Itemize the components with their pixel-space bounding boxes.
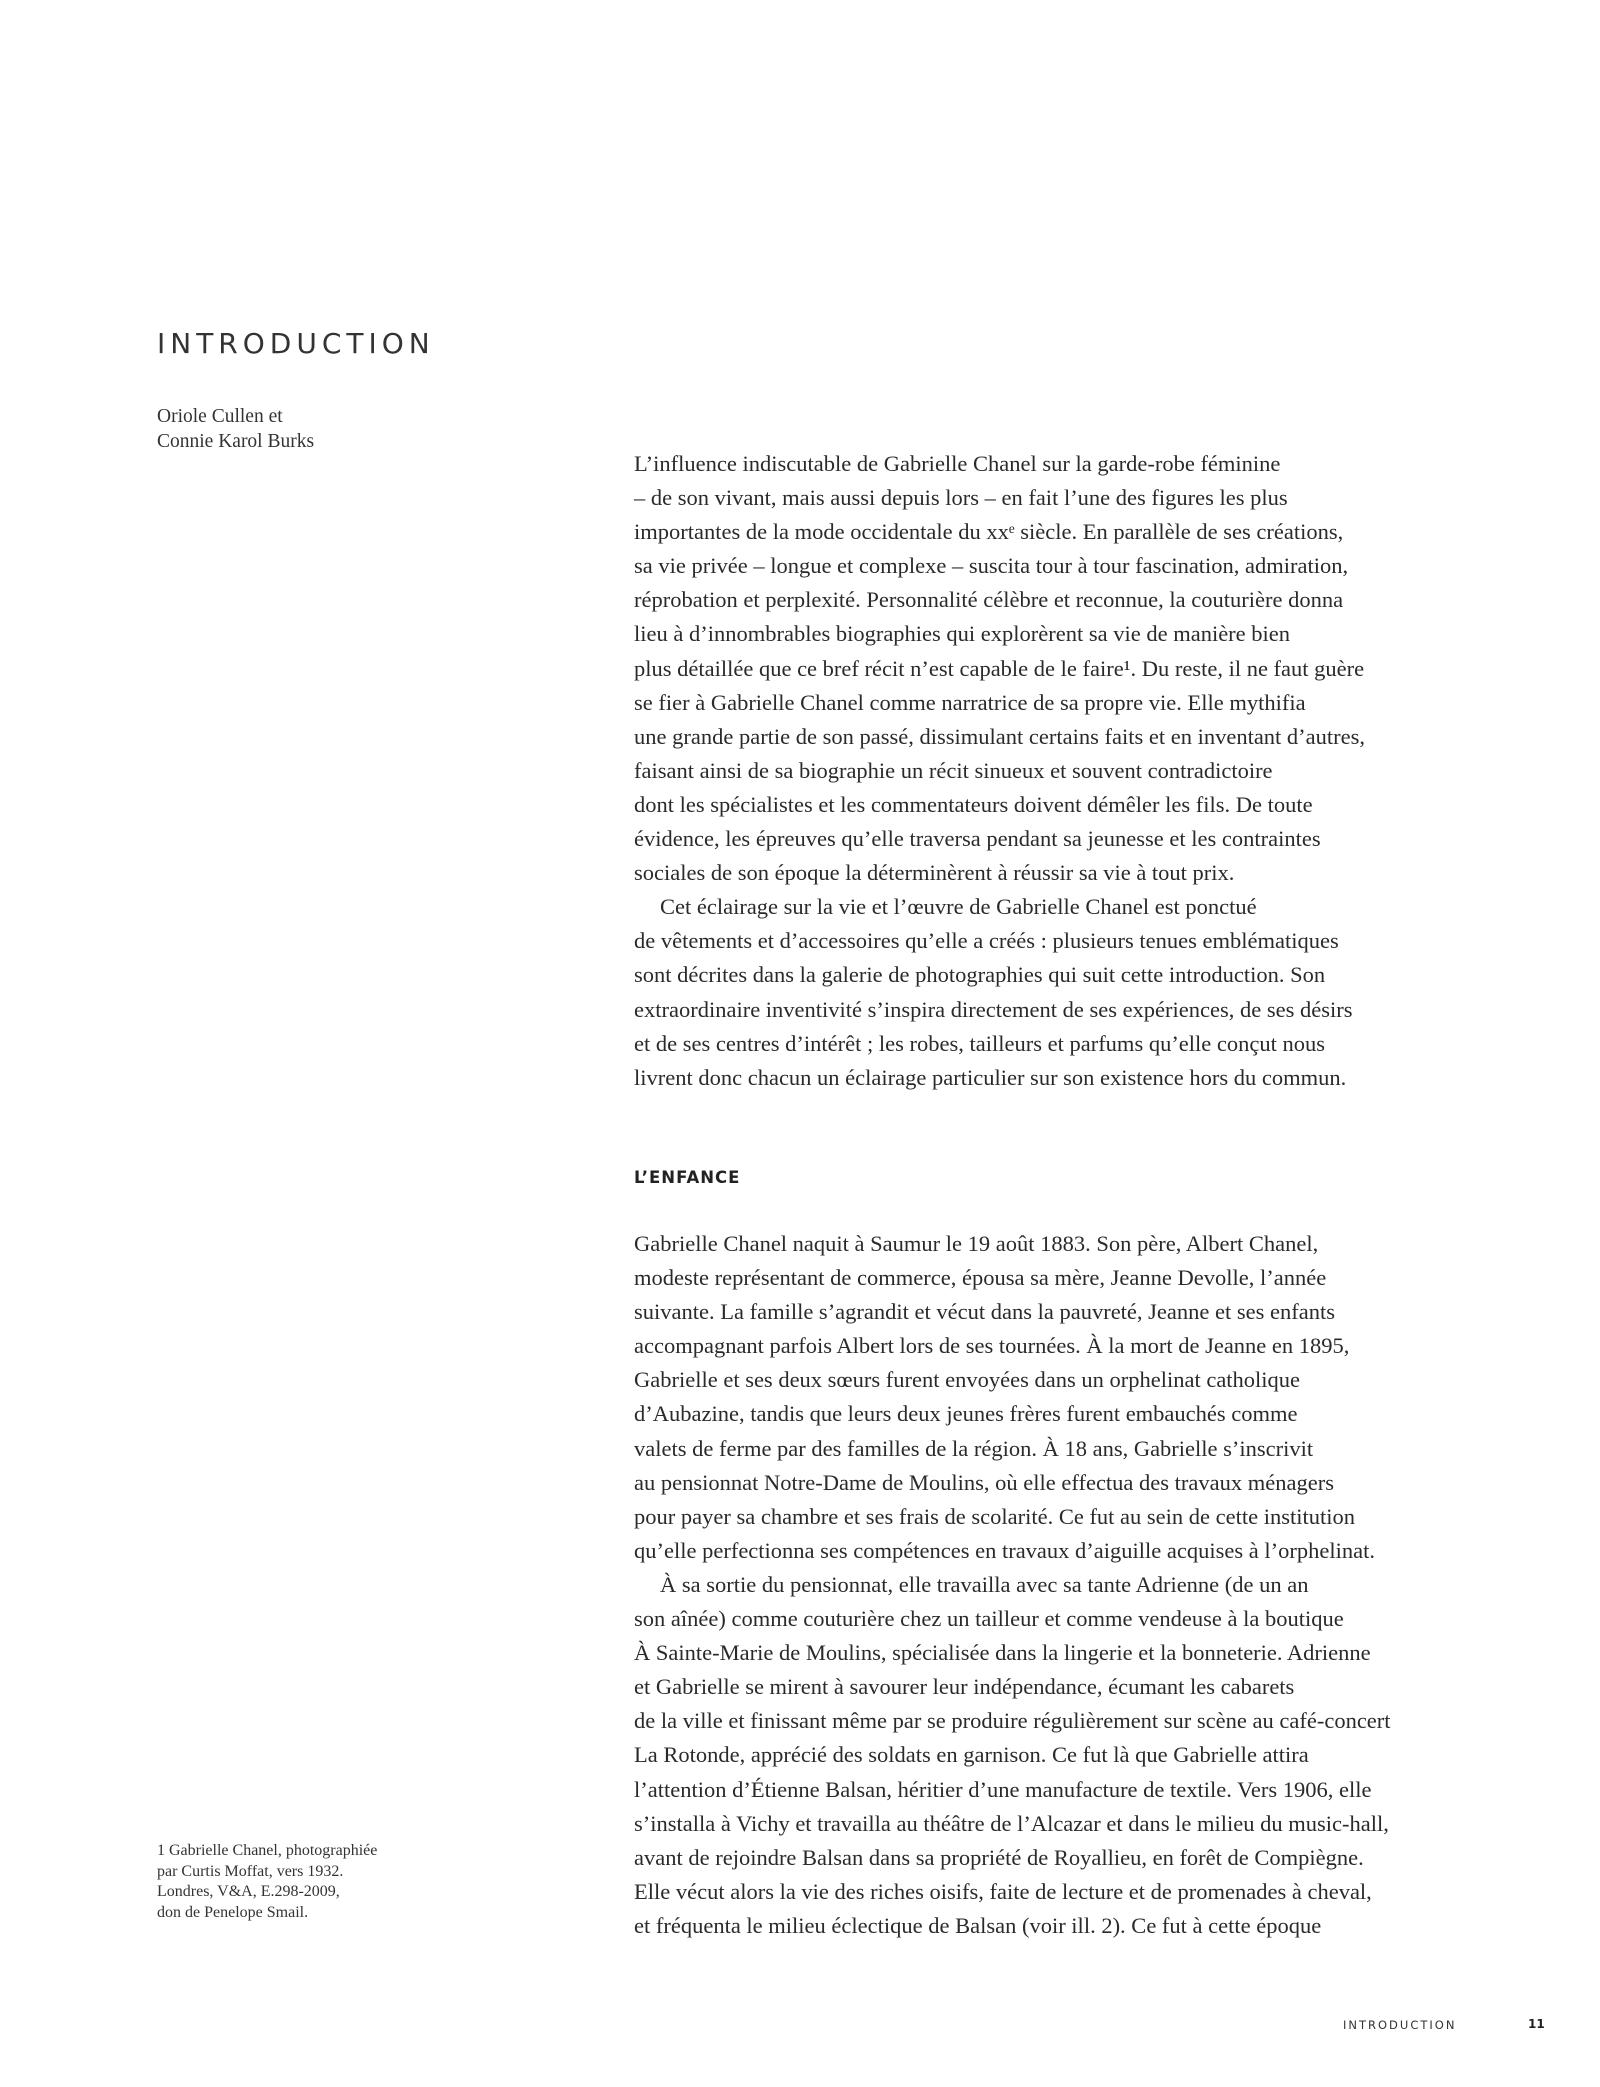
figure-caption [157, 1841, 377, 1923]
paragraph [634, 1227, 1454, 1568]
text-line: Gabrielle et ses deux sœurs furent envoyées dans un orphelinat catholique [634, 1367, 1301, 1393]
text-line: livrent donc chacun un éclairage particulier sur son existence hors du commun. [634, 1064, 1347, 1090]
paragraph [634, 1568, 1454, 1943]
text-line: À Sainte-Marie de Moulins, spécialisée dans la lingerie et la bonneterie. Adrienne [634, 1640, 1371, 1666]
text-line: À sa sortie du pensionnat, elle travailla avec sa tante Adrienne (de un an [660, 1571, 1309, 1597]
intro-text [634, 447, 1454, 1095]
text-line: dont les spécialistes et les commentateurs doivent démêler les fils. De toute [634, 791, 1313, 817]
text-line: L’influence indiscutable de Gabrielle Chanel sur la garde-robe féminine [634, 451, 1281, 476]
text-line: et fréquenta le milieu éclectique de Balsan (voir ill. 2). Ce fut à cette époque [634, 1912, 1322, 1938]
text-line: se fier à Gabrielle Chanel comme narratrice de sa propre vie. Elle mythifia [634, 689, 1306, 715]
text-line: une grande partie de son passé, dissimulant certains faits et en inventant d’autres, [634, 723, 1366, 749]
author-line: Oriole Cullen et [157, 406, 283, 427]
author-credits [157, 404, 314, 454]
text-line: sont décrites dans la galerie de photographies qui suit cette introduction. Son [634, 962, 1326, 988]
paragraph [634, 447, 1454, 890]
text-line: La Rotonde, apprécié des soldats en garnison. Ce fut là que Gabrielle attira [634, 1742, 1309, 1768]
text-line: extraordinaire inventivité s’inspira directement de ses expériences, de ses désirs [634, 996, 1353, 1022]
enfance-text [634, 1227, 1454, 1943]
text-line: et Gabrielle se mirent à savourer leur indépendance, écumant les cabarets [634, 1674, 1295, 1700]
text-line: plus détaillée que ce bref récit n’est capable de le faire¹. Du reste, il ne faut guère [634, 655, 1365, 681]
text-line: suivante. La famille s’agrandit et vécut dans la pauvreté, Jeanne et ses enfants [634, 1299, 1335, 1325]
text-line: son aînée) comme couturière chez un tailleur et comme vendeuse à la boutique [634, 1606, 1344, 1632]
text-line: évidence, les épreuves qu’elle traversa pendant sa jeunesse et les contraintes [634, 826, 1321, 852]
paragraph [634, 890, 1454, 1095]
text-line: l’attention d’Étienne Balsan, héritier d’une manufacture de textile. Vers 1906, elle [634, 1776, 1372, 1802]
text-line: qu’elle perfectionna ses compétences en travaux d’aiguille acquises à l’orphelinat. [634, 1537, 1375, 1563]
text-line: sa vie privée – longue et complexe – suscita tour à tour fascination, admiration, [634, 553, 1349, 579]
caption-line: don de Penelope Smail. [157, 1903, 309, 1921]
text-line: au pensionnat Notre-Dame de Moulins, où elle effectua des travaux ménagers [634, 1469, 1334, 1495]
text-line: valets de ferme par des familles de la région. À 18 ans, Gabrielle s’inscrivit [634, 1435, 1314, 1461]
text-line: d’Aubazine, tandis que leurs deux jeunes frères furent embauchés comme [634, 1401, 1298, 1427]
text-line: pour payer sa chambre et ses frais de scolarité. Ce fut au sein de cette institution [634, 1503, 1355, 1529]
text-line: s’installa à Vichy et travailla au théâtre de l’Alcazar et dans le milieu du music-hall, [634, 1810, 1389, 1836]
text-line: sociales de son époque la déterminèrent à réussir sa vie à tout prix. [634, 860, 1235, 886]
author-line: Connie Karol Burks [157, 431, 315, 452]
text-line: de vêtements et d’accessoires qu’elle a créés : plusieurs tenues emblématiques [634, 928, 1339, 954]
text-line: réprobation et perplexité. Personnalité célèbre et reconnue, la couturière donna [634, 587, 1344, 613]
caption-line: Londres, V&A, E.298-2009, [157, 1883, 340, 1901]
text-line: Gabrielle Chanel naquit à Saumur le 19 août 1883. Son père, Albert Chanel, [634, 1231, 1319, 1256]
text-line: – de son vivant, mais aussi depuis lors – en fait l’une des figures les plus [634, 485, 1288, 511]
page-title: INTRODUCTION [157, 327, 435, 360]
section-heading: L’ENFANCE [634, 1168, 741, 1187]
text-line: lieu à d’innombrables biographies qui explorèrent sa vie de manière bien [634, 621, 1291, 647]
text-line: accompagnant parfois Albert lors de ses tournées. À la mort de Jeanne en 1895, [634, 1333, 1350, 1359]
text-line: avant de rejoindre Balsan dans sa propriété de Royallieu, en forêt de Compiègne. [634, 1844, 1364, 1870]
text-line: Elle vécut alors la vie des riches oisifs, faite de lecture et de promenades à cheval, [634, 1878, 1372, 1904]
caption-line: par Curtis Moffat, vers 1932. [157, 1862, 344, 1880]
running-footer: INTRODUCTION [1343, 2018, 1457, 2032]
page-number: 11 [1528, 2017, 1545, 2031]
text-line: de la ville et finissant même par se produire régulièrement sur scène au café-concert [634, 1708, 1391, 1734]
text-line: et de ses centres d’intérêt ; les robes, tailleurs et parfums qu’elle conçut nous [634, 1030, 1326, 1056]
text-line: Cet éclairage sur la vie et l’œuvre de Gabrielle Chanel est ponctué [660, 894, 1257, 920]
caption-line: 1 Gabrielle Chanel, photographiée [157, 1842, 378, 1859]
text-line: modeste représentant de commerce, épousa sa mère, Jeanne Devolle, l’année [634, 1265, 1327, 1291]
text-line: importantes de la mode occidentale du xxᵉ siècle. En parallèle de ses créations, [634, 519, 1344, 545]
text-line: faisant ainsi de sa biographie un récit sinueux et souvent contradictoire [634, 757, 1273, 783]
